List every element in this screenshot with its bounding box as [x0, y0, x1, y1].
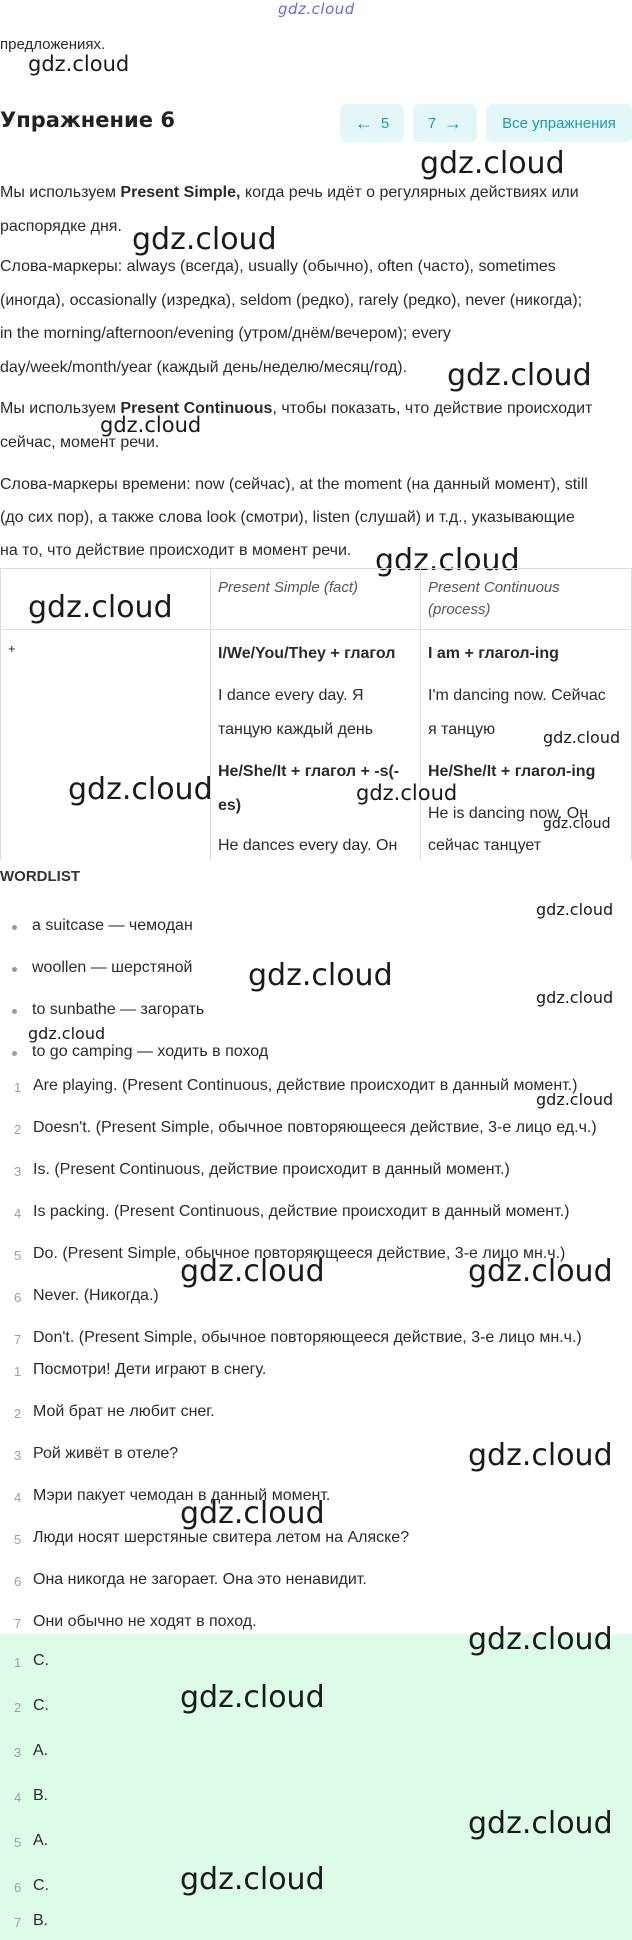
- choice-number: 2: [14, 1700, 22, 1715]
- table-border: [210, 569, 211, 860]
- translation-number: 4: [14, 1490, 22, 1505]
- table-row-sign: +: [8, 641, 16, 656]
- watermark: gdz.cloud: [180, 1254, 325, 1289]
- theory-p3: Мы используем Present Continuous, чтобы показать, что действие происходит: [0, 400, 593, 417]
- translation-text: Она никогда не загорает. Она это ненавидит.: [33, 1571, 367, 1588]
- translation-text: Они обычно не ходят в поход.: [33, 1613, 257, 1630]
- translation-number: 3: [14, 1448, 22, 1463]
- translation-number: 6: [14, 1574, 22, 1589]
- answer-text: Are playing. (Present Continuous, действие происходит в данный момент.): [33, 1077, 578, 1094]
- table-border-left: [0, 569, 1, 860]
- watermark: gdz.cloud: [468, 1438, 613, 1473]
- watermark: gdz.cloud: [375, 543, 520, 578]
- wordlist-label: WORDLIST: [0, 868, 80, 885]
- watermark: gdz.cloud: [180, 1680, 325, 1715]
- table-border: [420, 569, 421, 860]
- simple-rule-2: He/She/It + глагол + -s(-: [218, 763, 400, 780]
- wordlist-item: to sunbathe — загорать: [32, 1001, 205, 1018]
- watermark: gdz.cloud: [536, 988, 614, 1007]
- answer-number: 3: [14, 1164, 22, 1179]
- prev-exercise-button[interactable]: [340, 104, 404, 142]
- watermark: gdz.cloud: [356, 781, 458, 805]
- all-exercises-button[interactable]: [486, 104, 632, 142]
- choice-text: B.: [33, 1787, 49, 1804]
- simple-example-1b: танцую каждый день: [218, 721, 374, 738]
- answer-number: 5: [14, 1248, 22, 1263]
- watermark: gdz.cloud: [100, 413, 202, 437]
- table-head-simple: Present Simple (fact): [218, 579, 359, 596]
- watermark-top: gdz.cloud: [278, 0, 355, 18]
- arrow-left-icon: ←: [354, 112, 373, 133]
- continuous-example-1b: я танцую: [428, 721, 496, 738]
- answer-number: 4: [14, 1206, 22, 1221]
- translation-number: 5: [14, 1532, 22, 1547]
- table-row-divider: [0, 629, 632, 630]
- bullet-icon: [12, 1009, 17, 1014]
- watermark: gdz.cloud: [468, 1622, 613, 1657]
- answer-number: 1: [14, 1080, 22, 1095]
- choice-number: 1: [14, 1655, 22, 1670]
- watermark: gdz.cloud: [420, 146, 565, 181]
- choice-text: B.: [33, 1912, 49, 1929]
- answer-text: Do. (Present Simple, обычное повторяющееся действие, 3-е лицо мн.ч.): [33, 1245, 566, 1262]
- bullet-icon: [12, 925, 17, 930]
- watermark: gdz.cloud: [468, 1254, 613, 1289]
- choice-text: C.: [33, 1697, 49, 1714]
- translation-number: 7: [14, 1616, 22, 1631]
- choice-number: 7: [14, 1915, 22, 1930]
- translation-text: Мэри пакует чемодан в данный момент.: [33, 1487, 331, 1504]
- choice-number: 3: [14, 1745, 22, 1760]
- watermark: gdz.cloud: [132, 222, 277, 257]
- watermark: gdz.cloud: [180, 1496, 325, 1531]
- choice-number: 4: [14, 1790, 22, 1805]
- continuous-example-2b: сейчас танцует: [428, 837, 542, 854]
- translation-text: Люди носят шерстяные свитера летом на Аляске?: [33, 1529, 410, 1546]
- theory-p4-line1: Слова-маркеры времени: now (сейчас), at the moment (на данный момент), still: [0, 476, 588, 493]
- watermark: gdz.cloud: [543, 816, 611, 832]
- watermark: gdz.cloud: [536, 900, 614, 919]
- theory-p2-line4: day/week/month/year (каждый день/неделю/месяц/год).: [0, 359, 408, 376]
- translation-text: Посмотри! Дети играют в снегу.: [33, 1361, 267, 1378]
- answer-number: 6: [14, 1290, 22, 1305]
- continuous-example-2: He is dancing now. Он: [428, 805, 589, 822]
- theory-p1: Мы используем Present Simple, когда речь идёт о регулярных действиях или: [0, 184, 579, 201]
- wordlist-item: woollen — шерстяной: [32, 959, 193, 976]
- table-head-continuous-2: (process): [428, 601, 491, 618]
- continuous-example-1: I'm dancing now. Сейчас: [428, 687, 606, 704]
- all-exercises-label: Все упражнения: [502, 114, 616, 132]
- translation-number: 1: [14, 1364, 22, 1379]
- exercise-title: Упражнение 6: [0, 108, 175, 132]
- theory-p2-line3: in the morning/afternoon/evening (утром/днём/вечером); every: [0, 325, 451, 342]
- watermark: gdz.cloud: [248, 958, 393, 993]
- simple-example-1: I dance every day. Я: [218, 687, 364, 704]
- continuous-rule-1: I am + глагол-ing: [428, 645, 559, 662]
- watermark: gdz.cloud: [447, 358, 592, 393]
- translation-number: 2: [14, 1406, 22, 1421]
- theory-p4-line2: (до сих пор), а также слова look (смотри), listen (слушай) и т.д., указывающие: [0, 509, 575, 526]
- answer-number: 7: [14, 1332, 22, 1347]
- watermark: gdz.cloud: [28, 590, 173, 625]
- theory-p2-line1: Слова-маркеры: always (всегда), usually (обычно), often (часто), sometimes: [0, 258, 556, 275]
- choice-text: C.: [33, 1877, 49, 1894]
- watermark: gdz.cloud: [28, 52, 130, 76]
- next-exercise-button[interactable]: [413, 104, 477, 142]
- answer-text: Don't. (Present Simple, обычное повторяющееся действие, 3-е лицо мн.ч.): [33, 1329, 582, 1346]
- translation-text: Рой живёт в отеле?: [33, 1445, 179, 1462]
- wordlist-item: to go camping — ходить в поход: [32, 1043, 269, 1060]
- translation-text: Мой брат не любит снег.: [33, 1403, 215, 1420]
- watermark: gdz.cloud: [180, 1862, 325, 1897]
- watermark: gdz.cloud: [28, 1024, 106, 1043]
- answer-text: Is packing. (Present Continuous, действие происходит в данный момент.): [33, 1203, 570, 1220]
- choice-number: 5: [14, 1835, 22, 1850]
- arrow-right-icon: →: [444, 112, 463, 133]
- answer-text: Is. (Present Continuous, действие происходит в данный момент.): [33, 1161, 510, 1178]
- simple-rule-2b: es): [218, 797, 242, 814]
- continuous-rule-2: He/She/It + глагол-ing: [428, 763, 596, 780]
- theory-p2-line2: (иногда), occasionally (изредка), seldom (редко), rarely (редко), never (никогда);: [0, 292, 583, 309]
- watermark: gdz.cloud: [68, 772, 213, 807]
- simple-rule-1: I/We/You/They + глагол: [218, 645, 396, 662]
- theory-p3-line2: сейчас, момент речи.: [0, 434, 160, 451]
- answer-text: Doesn't. (Present Simple, обычное повторяющееся действие, 3-е лицо ед.ч.): [33, 1119, 597, 1136]
- answer-number: 2: [14, 1122, 22, 1137]
- wordlist-item: a suitcase — чемодан: [32, 917, 193, 934]
- prev-exercise-label: 5: [380, 114, 390, 132]
- theory-p4-line3: на то, что действие происходит в момент речи.: [0, 542, 352, 559]
- next-exercise-label: 7: [427, 114, 437, 132]
- top-text: предложениях.: [0, 36, 106, 53]
- bullet-icon: [12, 967, 17, 972]
- theory-p1-line2: распорядке дня.: [0, 218, 122, 235]
- watermark: gdz.cloud: [536, 1090, 614, 1109]
- choice-text: A.: [33, 1832, 49, 1849]
- choice-text: C.: [33, 1652, 49, 1669]
- answer-text: Never. (Никогда.): [33, 1287, 159, 1304]
- watermark: gdz.cloud: [468, 1806, 613, 1841]
- table-head-continuous: Present Continuous: [428, 579, 560, 596]
- choice-number: 6: [14, 1880, 22, 1895]
- bullet-icon: [12, 1051, 17, 1056]
- choice-text: A.: [33, 1742, 49, 1759]
- simple-example-2: He dances every day. Он: [218, 837, 398, 854]
- watermark: gdz.cloud: [543, 728, 621, 747]
